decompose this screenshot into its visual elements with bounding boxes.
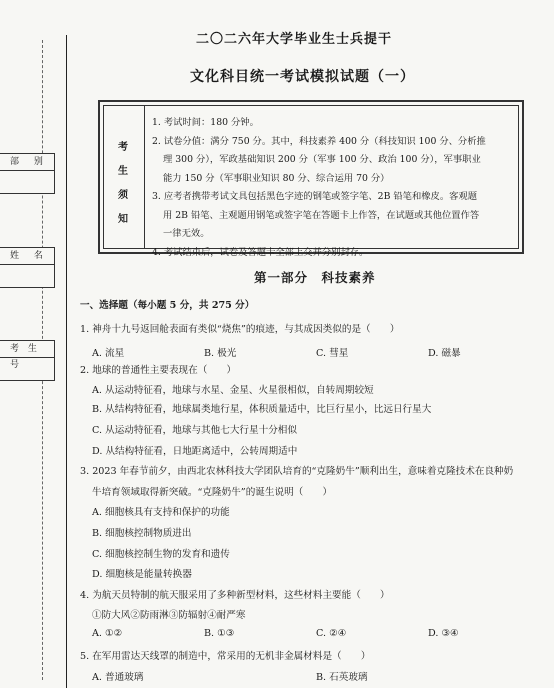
q5-option-a[interactable]: A. 普通玻璃: [92, 672, 144, 683]
q2-option-b[interactable]: B. 从结构特征看，地球属类地行星，体积质量适中，比巨行星小，比远日行星大: [92, 404, 432, 415]
notice-line: 能力 150 分（军事职业知识 80 分、综合运用 70 分）: [163, 172, 390, 184]
notice-char: 生: [118, 166, 128, 177]
part-title: 第一部分 科技素养: [254, 270, 376, 285]
question-2-stem: 2. 地球的普通性主要表现在（ ）: [80, 365, 237, 376]
question-4-stem: 4. 为航天员特制的航天服采用了多种新型材料，这些材料主要能（ ）: [80, 590, 390, 601]
section-title: 一、选择题（每小题 5 分，共 275 分）: [80, 300, 255, 311]
notice-char: 须: [118, 190, 128, 201]
question-3-stem: 3. 2023 年春节前夕，由西北农林科技大学团队培育的“克隆奶牛”顺利出生，意味着克隆技术在良种奶: [80, 466, 514, 477]
notice-line: 1. 考试时间：180 分钟。: [152, 117, 259, 128]
dept-box: [0, 153, 55, 194]
q3-option-d[interactable]: D. 细胞核是能量转换器: [92, 569, 192, 580]
q5-option-b[interactable]: B. 石英玻璃: [316, 672, 368, 683]
notice-line: 3. 应考者携带考试文具包括黑色字迹的钢笔或签字笔、2B 铅笔和橡皮。客观题: [152, 191, 478, 202]
question-4-items: ①防大风②防雨淋③防辐射④耐严寒: [92, 610, 246, 621]
question-5-stem: 5. 在军用雷达天线罩的制造中，常采用的无机非金属材料是（ ）: [80, 651, 371, 662]
q4-option-a[interactable]: A. ①②: [92, 628, 123, 639]
exam-header: 二〇二六年大学毕业生士兵提干: [196, 32, 393, 47]
notice-line: 理 300 分），军政基础知识 200 分（军事 100 分、政治 100 分），军事职业: [163, 154, 481, 165]
notice-line: 2. 试卷分值：满分 750 分。其中，科技素养 400 分（科技知识 100 分、分析推: [152, 135, 486, 147]
name-label: 姓 名: [0, 248, 54, 265]
dept-label: 部 别: [0, 154, 54, 171]
notice-char: 知: [118, 214, 128, 225]
q3-option-c[interactable]: C. 细胞核控制生物的发育和遗传: [92, 549, 230, 560]
q1-option-a[interactable]: A. 流星: [92, 348, 125, 359]
q2-option-d[interactable]: D. 从结构特征看，日地距离适中，公转周期适中: [92, 446, 298, 457]
question-3-stem-cont: 牛培育领域取得新突破。“克隆奶牛”的诞生说明（ ）: [92, 487, 333, 498]
q2-option-c[interactable]: C. 从运动特征看，地球与其他七大行星十分相似: [92, 425, 297, 436]
q1-option-c[interactable]: C. 彗星: [316, 348, 349, 359]
q1-option-d[interactable]: D. 磁暴: [428, 348, 461, 359]
dept-field[interactable]: [0, 171, 54, 193]
notice-line: 用 2B 铅笔、主观题用钢笔或签字笔在答题卡上作答，在试题或其他位置作答: [163, 209, 480, 221]
q4-option-c[interactable]: C. ②④: [316, 628, 347, 639]
examno-box: [0, 340, 55, 381]
notice-side: [104, 106, 145, 248]
q4-option-b[interactable]: B. ①③: [204, 628, 235, 639]
question-1-stem: 1. 神舟十九号返回舱表面有类似“烧焦”的痕迹，与其成因类似的是（ ）: [80, 324, 400, 335]
q3-option-b[interactable]: B. 细胞核控制物质进出: [92, 528, 192, 539]
notice-line: 一律无效。: [163, 228, 210, 239]
examno-field[interactable]: [0, 358, 54, 380]
notice-items: [152, 114, 512, 262]
candidate-notice: [98, 100, 524, 258]
q2-option-a[interactable]: A. 从运动特征看，地球与水星、金星、火星很相似，自转周期较短: [92, 385, 374, 396]
examno-label: 考 生 号: [0, 341, 54, 358]
notice-line: 4. 考试结束后，试卷及答题卡全部上交并分别封存。: [152, 246, 369, 258]
q1-option-b[interactable]: B. 极光: [204, 348, 237, 359]
exam-title: 文化科目统一考试模拟试题（一）: [190, 69, 415, 85]
margin-rule: [66, 35, 67, 688]
name-box: [0, 247, 55, 288]
notice-char: 考: [118, 142, 128, 153]
name-field[interactable]: [0, 265, 54, 287]
q3-option-a[interactable]: A. 细胞核具有支持和保护的功能: [92, 507, 230, 518]
q4-option-d[interactable]: D. ③④: [428, 628, 459, 639]
